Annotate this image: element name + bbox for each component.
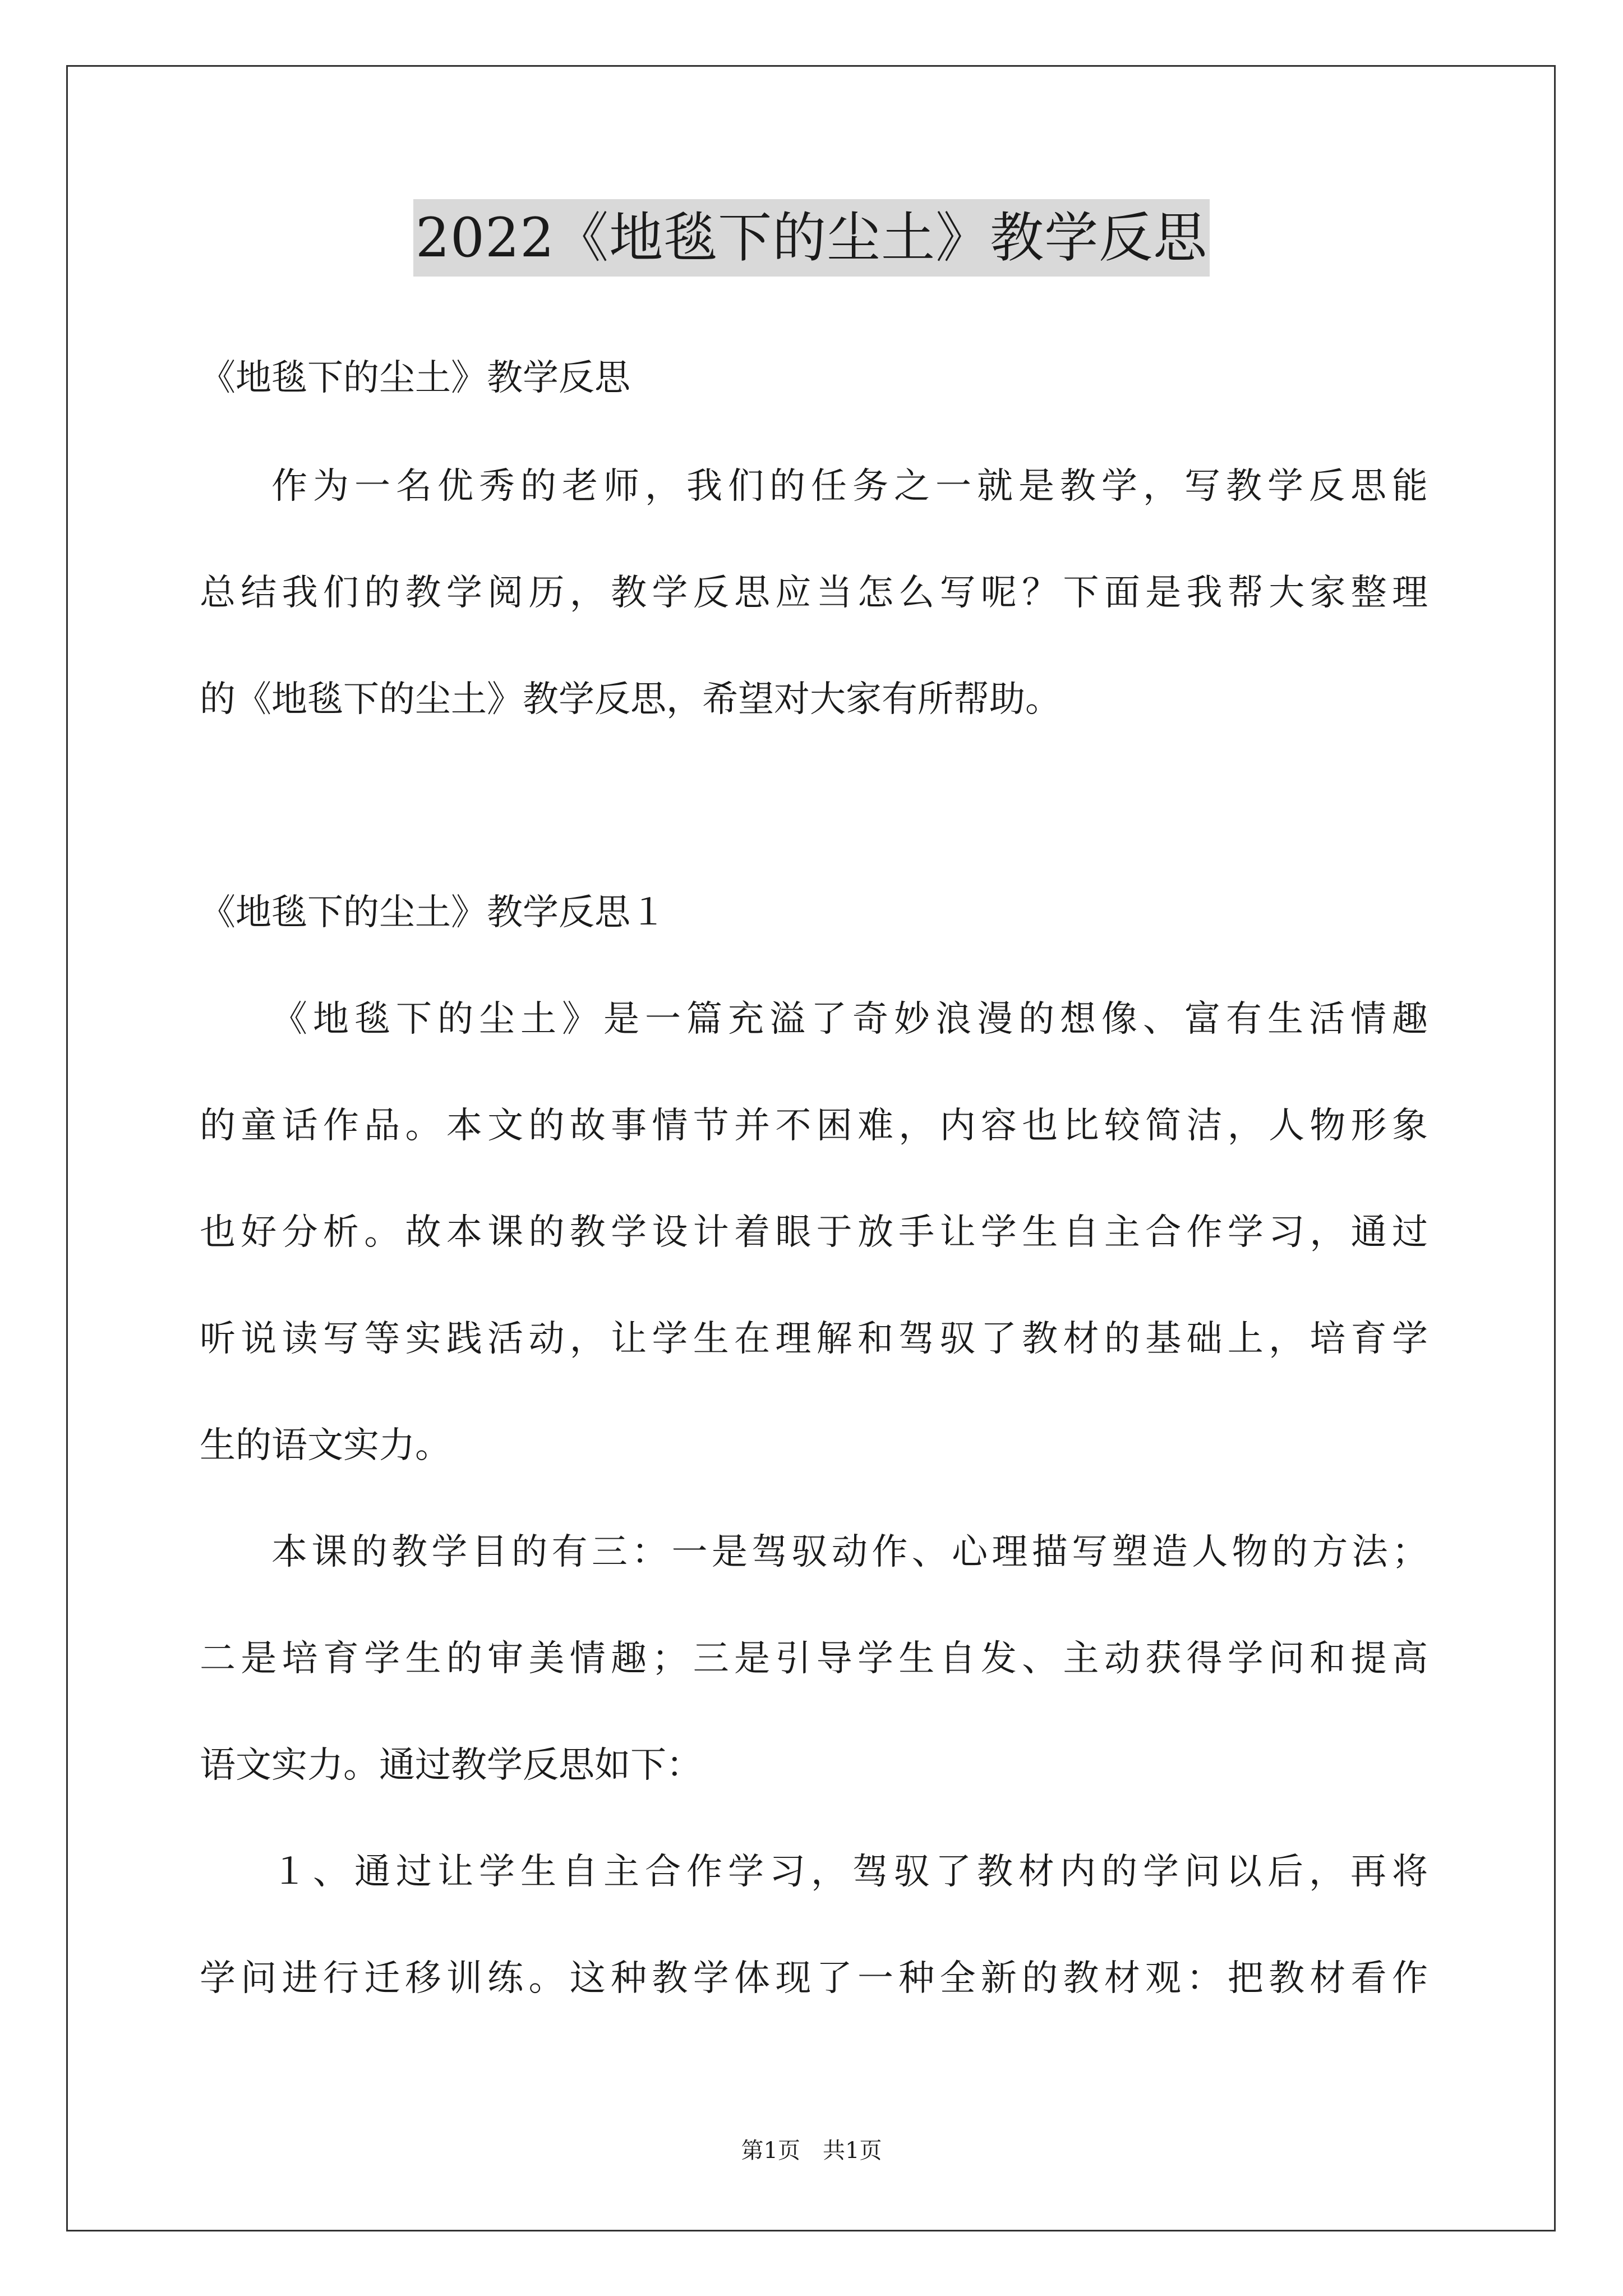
subtitle: 《地毯下的尘土》教学反思 [200, 357, 630, 399]
para3-line-1: １、通过让学生自主合作学习，驾驭了教材内的学问以后，再将 [271, 1851, 1428, 1893]
para2-line-3: 语文实力。通过教学反思如下： [200, 1745, 702, 1786]
para2-line-2: 二是培育学生的审美情趣；三是引导学生自发、主动获得学问和提高 [200, 1638, 1428, 1680]
section-heading: 《地毯下的尘土》教学反思１ [200, 892, 666, 933]
page-footer: 第1页 共1页 [741, 2138, 882, 2164]
para1-line-5: 生的语文实力。 [200, 1425, 451, 1466]
intro-line-3: 的《地毯下的尘土》教学反思，希望对大家有所帮助。 [200, 679, 1061, 720]
para2-line-1: 本课的教学目的有三：一是驾驭动作、心理描写塑造人物的方法； [271, 1531, 1428, 1573]
intro-line-2: 总结我们的教学阅历，教学反思应当怎么写呢？下面是我帮大家整理 [200, 572, 1428, 614]
title-container [0, 199, 1623, 277]
para1-line-2: 的童话作品。本文的故事情节并不困难，内容也比较简洁，人物形象 [200, 1105, 1428, 1147]
para1-line-3: 也好分析。故本课的教学设计着眼于放手让学生自主合作学习，通过 [200, 1212, 1428, 1253]
document-title: 2022《地毯下的尘土》教学反思 [413, 199, 1210, 277]
para1-line-1: 《地毯下的尘土》是一篇充溢了奇妙浪漫的想像、富有生活情趣 [271, 999, 1428, 1040]
para1-line-4: 听说读写等实践活动，让学生在理解和驾驭了教材的基础上，培育学 [200, 1318, 1428, 1360]
intro-line-1: 作为一名优秀的老师，我们的任务之一就是教学，写教学反思能 [271, 466, 1428, 507]
para3-line-2: 学问进行迁移训练。这种教学体现了一种全新的教材观：把教材看作 [200, 1958, 1428, 1999]
